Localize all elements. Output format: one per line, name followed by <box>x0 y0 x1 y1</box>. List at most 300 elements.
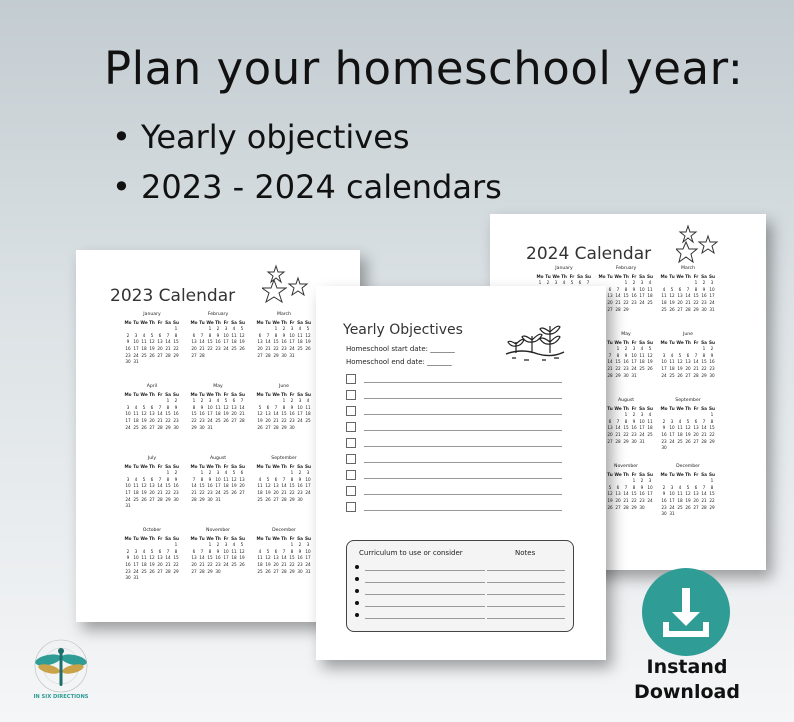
day-cell: 30 <box>199 424 205 430</box>
day-cell: 7 <box>694 352 698 358</box>
bullet-dot <box>355 601 359 605</box>
day-cell: 2 <box>662 484 666 490</box>
day-cell: 28 <box>165 568 171 574</box>
week-row <box>190 339 246 346</box>
weekday-label: Su <box>709 471 715 477</box>
day-cell: 4 <box>134 404 138 410</box>
day-cell: 25 <box>133 496 139 502</box>
day-cell: 23 <box>199 417 205 423</box>
day-cell: 26 <box>669 306 675 312</box>
day-cell: 7 <box>200 548 204 554</box>
day-cell: 9 <box>710 352 714 358</box>
day-cell: 10 <box>305 548 311 554</box>
objective-row[interactable] <box>346 438 562 448</box>
day-cell: 24 <box>125 424 131 430</box>
day-cell: 21 <box>199 561 205 567</box>
day-empty <box>606 280 614 287</box>
download-label-line1: Instand <box>646 656 728 678</box>
weekday-label: Sa <box>639 273 645 279</box>
day-cell: 15 <box>207 555 213 561</box>
day-cell: 16 <box>661 431 667 437</box>
weekday-label: Tu <box>607 471 613 477</box>
objective-checkbox[interactable] <box>346 454 356 464</box>
day-cell: 18 <box>305 411 311 417</box>
day-empty <box>676 412 684 419</box>
weekday-label: Th <box>281 391 287 397</box>
day-cell: 30 <box>125 359 131 365</box>
day-empty <box>190 542 198 549</box>
week-row <box>598 491 654 498</box>
day-cell: 16 <box>631 425 637 431</box>
weekday-label: Th <box>685 471 691 477</box>
day-cell: 22 <box>623 431 629 437</box>
day-empty <box>692 478 700 485</box>
day-cell: 16 <box>631 293 637 299</box>
weekday-label: Su <box>239 319 245 325</box>
download-badge[interactable] <box>642 568 730 656</box>
month-june <box>660 332 716 379</box>
objective-checkbox[interactable] <box>346 390 356 400</box>
day-cell: 13 <box>273 483 279 489</box>
month-september <box>256 456 312 503</box>
day-cell: 27 <box>257 352 263 358</box>
month-may <box>598 332 654 379</box>
week-row <box>660 287 716 294</box>
month-name: June <box>682 332 693 337</box>
weekday-label: Th <box>281 535 287 541</box>
month-november <box>190 528 246 575</box>
day-cell: 8 <box>166 476 170 482</box>
day-cell: 24 <box>669 438 675 444</box>
week-row <box>256 353 312 360</box>
month-may <box>190 384 246 431</box>
day-cell: 28 <box>685 306 691 312</box>
day-cell: 11 <box>297 332 303 338</box>
weekday-label: Mo <box>190 319 198 325</box>
day-cell: 27 <box>265 424 271 430</box>
day-cell: 7 <box>166 548 170 554</box>
weekday-label: Mo <box>536 273 544 279</box>
day-cell: 2 <box>216 542 220 548</box>
day-empty <box>684 346 692 353</box>
day-cell: 11 <box>677 491 683 497</box>
weekday-label: Fr <box>157 391 163 397</box>
day-cell: 9 <box>174 404 178 410</box>
day-cell: 23 <box>623 365 629 371</box>
day-empty <box>614 280 622 287</box>
weekday-label: Th <box>215 463 221 469</box>
day-cell: 2 <box>216 326 220 332</box>
month-name: January <box>555 266 573 271</box>
day-cell: 9 <box>624 352 628 358</box>
day-cell: 22 <box>273 345 279 351</box>
weekday-header <box>124 536 180 543</box>
day-cell: 6 <box>678 286 682 292</box>
weekday-label: Th <box>623 339 629 345</box>
month-march <box>660 266 716 313</box>
day-cell: 19 <box>607 497 613 503</box>
day-cell: 20 <box>149 417 155 423</box>
weekday-label: We <box>272 319 280 325</box>
day-cell: 14 <box>199 339 205 345</box>
day-empty <box>264 326 272 333</box>
day-cell: 28 <box>607 372 613 378</box>
week-row <box>124 411 180 418</box>
day-cell: 29 <box>191 424 197 430</box>
weekday-label: Sa <box>297 535 303 541</box>
day-cell: 6 <box>274 548 278 554</box>
day-cell: 6 <box>694 484 698 490</box>
day-empty <box>676 346 684 353</box>
objective-line <box>364 398 562 399</box>
day-cell: 10 <box>223 548 229 554</box>
day-cell: 4 <box>678 484 682 490</box>
month-name: September <box>271 456 297 461</box>
weekday-label: Fr <box>223 463 229 469</box>
day-empty <box>660 478 668 485</box>
day-cell: 28 <box>165 352 171 358</box>
day-cell: 27 <box>615 504 621 510</box>
day-empty <box>614 412 622 419</box>
day-empty <box>156 326 164 333</box>
day-cell: 25 <box>257 568 263 574</box>
day-cell: 26 <box>231 489 237 495</box>
week-row <box>598 346 654 353</box>
day-cell: 4 <box>678 418 682 424</box>
day-cell: 6 <box>240 470 244 476</box>
day-cell: 30 <box>215 568 221 574</box>
week-row <box>598 353 654 360</box>
objective-checkbox[interactable] <box>346 470 356 480</box>
day-cell: 2 <box>632 412 636 418</box>
objective-checkbox[interactable] <box>346 422 356 432</box>
day-cell: 16 <box>661 497 667 503</box>
day-cell: 16 <box>639 491 645 497</box>
day-cell: 16 <box>199 411 205 417</box>
objective-checkbox[interactable] <box>346 406 356 416</box>
day-cell: 21 <box>273 417 279 423</box>
day-cell: 25 <box>257 496 263 502</box>
day-cell: 11 <box>647 418 653 424</box>
month-name: June <box>278 384 289 389</box>
objective-row[interactable] <box>346 470 562 480</box>
day-cell: 1 <box>538 280 542 286</box>
objective-line <box>364 478 562 479</box>
day-cell: 18 <box>141 345 147 351</box>
weekday-label: We <box>272 391 280 397</box>
day-cell: 22 <box>191 417 197 423</box>
objective-row[interactable] <box>346 502 562 512</box>
day-cell: 18 <box>231 339 237 345</box>
day-empty <box>190 470 198 477</box>
day-empty <box>156 542 164 549</box>
month-name: August <box>617 398 635 403</box>
day-cell: 7 <box>586 280 590 286</box>
day-cell: 28 <box>199 568 205 574</box>
week-row <box>660 445 716 452</box>
day-cell: 29 <box>615 372 621 378</box>
day-empty <box>148 542 156 549</box>
day-cell: 2 <box>282 326 286 332</box>
week-row <box>256 555 312 562</box>
day-cell: 19 <box>257 417 263 423</box>
day-cell: 14 <box>165 555 171 561</box>
day-cell: 30 <box>173 424 179 430</box>
objective-row[interactable] <box>346 374 562 384</box>
week-row <box>256 542 312 549</box>
weekday-label: Fr <box>569 273 575 279</box>
day-cell: 31 <box>639 438 645 444</box>
day-cell: 3 <box>662 352 666 358</box>
weekday-label: Th <box>623 471 629 477</box>
week-row <box>190 411 246 418</box>
week-row <box>660 346 716 353</box>
day-cell: 13 <box>693 425 699 431</box>
day-cell: 16 <box>207 483 213 489</box>
day-cell: 26 <box>149 568 155 574</box>
day-empty <box>124 542 132 549</box>
day-cell: 30 <box>639 504 645 510</box>
day-empty <box>264 398 272 405</box>
weekday-label: Su <box>173 319 179 325</box>
week-row <box>256 339 312 346</box>
objective-checkbox[interactable] <box>346 374 356 384</box>
objective-row[interactable] <box>346 406 562 416</box>
weekday-label: Fr <box>289 463 295 469</box>
day-cell: 27 <box>191 352 197 358</box>
day-cell: 22 <box>281 417 287 423</box>
month-june <box>256 384 312 431</box>
day-cell: 15 <box>173 339 179 345</box>
day-empty <box>164 542 172 549</box>
day-cell: 17 <box>297 411 303 417</box>
day-empty <box>256 326 264 333</box>
weekday-label: Tu <box>133 463 139 469</box>
objective-row[interactable] <box>346 390 562 400</box>
day-cell: 21 <box>701 497 707 503</box>
day-cell: 8 <box>282 404 286 410</box>
day-cell: 12 <box>607 491 613 497</box>
day-cell: 7 <box>158 476 162 482</box>
calendar-2023-title: 2023 Calendar <box>110 286 236 306</box>
day-empty <box>676 478 684 485</box>
day-cell: 5 <box>142 404 146 410</box>
day-cell: 17 <box>647 491 653 497</box>
day-cell: 3 <box>640 280 644 286</box>
week-row <box>124 483 180 490</box>
day-cell: 23 <box>701 299 707 305</box>
day-cell: 11 <box>215 404 221 410</box>
day-cell: 9 <box>126 555 130 561</box>
bullet-dot <box>355 613 359 617</box>
day-cell: 24 <box>297 417 303 423</box>
day-cell: 15 <box>199 483 205 489</box>
month-name: July <box>147 456 157 461</box>
day-cell: 25 <box>231 561 237 567</box>
week-row <box>660 293 716 300</box>
weekday-header <box>256 320 312 327</box>
day-cell: 10 <box>669 491 675 497</box>
day-cell: 6 <box>608 418 612 424</box>
weekday-header <box>190 536 246 543</box>
day-cell: 31 <box>305 568 311 574</box>
weekday-label: We <box>206 535 214 541</box>
day-cell: 27 <box>157 568 163 574</box>
weekday-label: Mo <box>190 391 198 397</box>
day-cell: 9 <box>216 548 220 554</box>
day-cell: 9 <box>662 491 666 497</box>
week-row <box>190 353 246 360</box>
day-cell: 20 <box>273 489 279 495</box>
day-cell: 19 <box>223 411 229 417</box>
day-cell: 31 <box>709 306 715 312</box>
day-cell: 2 <box>710 346 714 352</box>
weekday-label: Mo <box>660 339 668 345</box>
day-cell: 1 <box>616 346 620 352</box>
weekday-label: Tu <box>199 391 205 397</box>
objective-checkbox[interactable] <box>346 486 356 496</box>
day-cell: 30 <box>631 438 637 444</box>
week-row <box>190 549 246 556</box>
day-cell: 24 <box>631 365 637 371</box>
objective-line <box>364 414 562 415</box>
month-october <box>124 528 180 582</box>
day-cell: 20 <box>257 345 263 351</box>
week-row <box>124 418 180 425</box>
day-cell: 4 <box>562 280 566 286</box>
weekday-label: Fr <box>693 405 699 411</box>
day-cell: 15 <box>281 411 287 417</box>
day-empty <box>124 326 132 333</box>
day-cell: 26 <box>265 568 271 574</box>
week-row <box>660 419 716 426</box>
day-cell: 8 <box>616 352 620 358</box>
day-cell: 24 <box>709 299 715 305</box>
day-cell: 12 <box>141 483 147 489</box>
download-icon <box>642 568 730 656</box>
day-cell: 31 <box>125 503 131 509</box>
day-cell: 28 <box>623 504 629 510</box>
day-cell: 4 <box>670 352 674 358</box>
weekday-header <box>124 320 180 327</box>
month-september <box>660 398 716 452</box>
day-cell: 7 <box>616 286 620 292</box>
day-empty <box>148 470 156 477</box>
day-cell: 29 <box>701 372 707 378</box>
day-cell: 15 <box>207 339 213 345</box>
day-cell: 2 <box>208 470 212 476</box>
week-row <box>598 432 654 439</box>
weekday-label: Sa <box>701 273 707 279</box>
day-empty <box>198 542 206 549</box>
objective-row[interactable] <box>346 454 562 464</box>
day-cell: 18 <box>669 365 675 371</box>
headline: Plan your homeschool year: <box>104 42 744 95</box>
weekday-label: Sa <box>165 391 171 397</box>
day-cell: 7 <box>158 404 162 410</box>
day-cell: 8 <box>624 418 628 424</box>
day-cell: 14 <box>273 411 279 417</box>
day-cell: 4 <box>662 286 666 292</box>
day-cell: 9 <box>216 332 220 338</box>
objective-row[interactable] <box>346 422 562 432</box>
weekday-label: We <box>140 535 148 541</box>
week-row <box>660 511 716 518</box>
day-cell: 21 <box>165 561 171 567</box>
day-cell: 30 <box>661 445 667 451</box>
day-cell: 22 <box>289 489 295 495</box>
day-empty <box>676 280 684 287</box>
day-cell: 19 <box>149 561 155 567</box>
weekday-label: Sa <box>701 339 707 345</box>
week-row <box>124 497 180 504</box>
month-august <box>598 398 654 445</box>
day-cell: 21 <box>623 497 629 503</box>
day-cell: 28 <box>615 306 621 312</box>
weekday-label: Su <box>173 535 179 541</box>
day-cell: 23 <box>125 352 131 358</box>
month-name: May <box>213 384 223 389</box>
weekday-label: Su <box>647 273 653 279</box>
day-cell: 16 <box>297 555 303 561</box>
day-cell: 13 <box>607 425 613 431</box>
day-cell: 27 <box>149 496 155 502</box>
day-cell: 6 <box>258 332 262 338</box>
objective-checkbox[interactable] <box>346 502 356 512</box>
day-cell: 18 <box>639 359 645 365</box>
day-cell: 10 <box>669 425 675 431</box>
weekday-label: Tu <box>265 391 271 397</box>
weekday-label: Fr <box>693 471 699 477</box>
weekday-label: Th <box>215 535 221 541</box>
weekday-label: We <box>272 535 280 541</box>
day-cell: 3 <box>216 470 220 476</box>
day-cell: 13 <box>257 339 263 345</box>
objective-row[interactable] <box>346 486 562 496</box>
day-cell: 20 <box>615 497 621 503</box>
day-cell: 21 <box>701 431 707 437</box>
day-cell: 12 <box>647 352 653 358</box>
month-name: March <box>276 312 291 317</box>
week-row <box>660 280 716 287</box>
day-cell: 8 <box>166 404 170 410</box>
week-row <box>660 432 716 439</box>
day-cell: 17 <box>133 561 139 567</box>
bullet-calendars: • 2023 - 2024 calendars <box>112 168 502 206</box>
day-cell: 1 <box>166 470 170 476</box>
day-cell: 26 <box>239 345 245 351</box>
day-cell: 4 <box>648 412 652 418</box>
objective-checkbox[interactable] <box>346 438 356 448</box>
day-cell: 5 <box>266 476 270 482</box>
weekday-label: Sa <box>297 463 303 469</box>
day-cell: 19 <box>685 431 691 437</box>
day-empty <box>622 478 630 485</box>
day-cell: 13 <box>607 293 613 299</box>
curriculum-row <box>355 611 567 621</box>
day-cell: 18 <box>677 431 683 437</box>
day-cell: 18 <box>133 417 139 423</box>
month-november <box>598 464 654 511</box>
day-cell: 29 <box>693 306 699 312</box>
day-cell: 5 <box>686 484 690 490</box>
day-cell: 29 <box>207 568 213 574</box>
day-cell: 16 <box>173 411 179 417</box>
week-row <box>598 280 654 287</box>
day-cell: 8 <box>174 548 178 554</box>
day-cell: 27 <box>677 306 683 312</box>
day-cell: 23 <box>215 561 221 567</box>
